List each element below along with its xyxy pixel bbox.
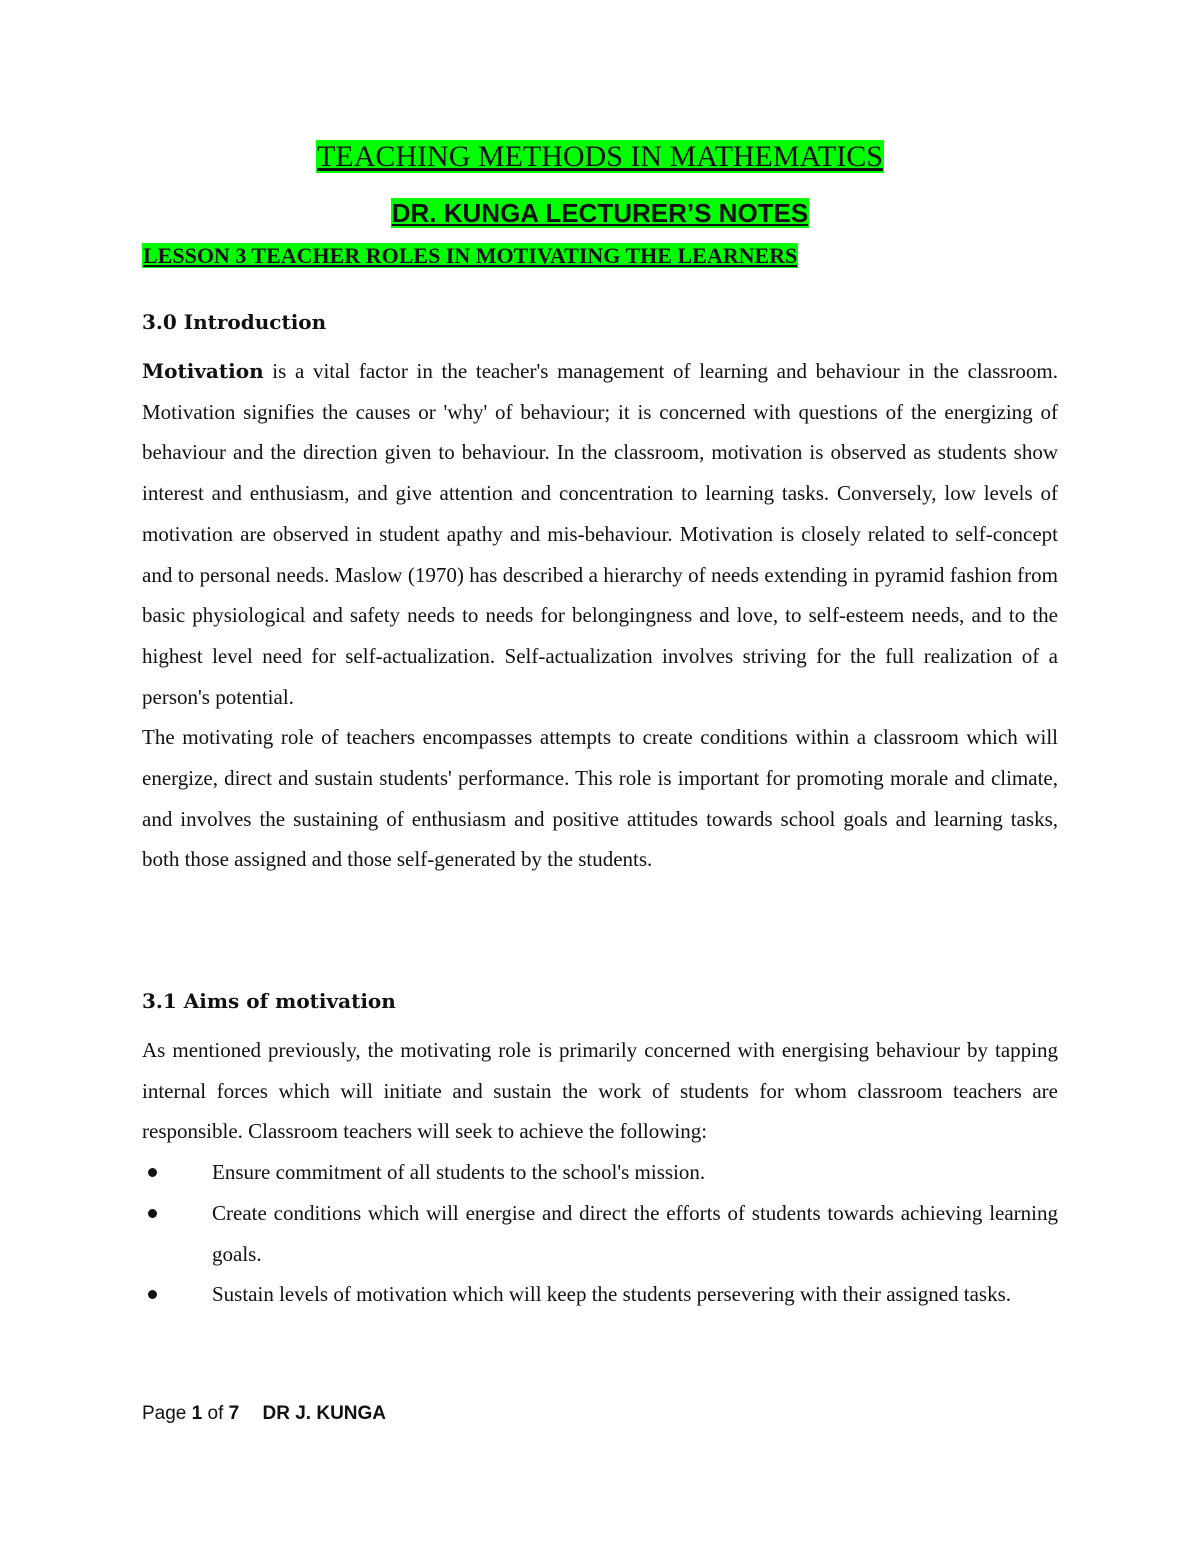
list-item <box>142 1193 1058 1274</box>
document-subtitle <box>0 198 1200 229</box>
lesson-title <box>142 243 798 269</box>
footer-author: DR J. KUNGA <box>262 1403 387 1424</box>
introduction-paragraph-2: The motivating role of teachers encompasses attempts to create conditions within a classroom which will energize, direct and sustain students' performance. This role is important for promoting morale and climate, and involves the sustaining of enthusiasm and positive attitudes towards school goals and learning tasks, both those assigned and those self-generated by the students. <box>142 725 1058 872</box>
aims-bullet-list <box>142 1152 1058 1315</box>
list-item-text: Sustain levels of motivation which will keep the students persevering with their assigned tasks. <box>212 1282 1012 1307</box>
list-item <box>142 1152 1058 1193</box>
bullet-icon <box>148 1209 157 1218</box>
bullet-icon <box>148 1168 157 1177</box>
introduction-paragraph-1 <box>142 351 1058 717</box>
introduction-section <box>142 351 1058 880</box>
document-subtitle-text: DR. KUNGA LECTURER’S NOTES <box>391 198 809 228</box>
page-footer <box>142 1403 386 1425</box>
motivation-lead-word: Motivation <box>142 359 264 383</box>
footer-of-word: of <box>207 1403 224 1424</box>
bullet-icon <box>148 1290 157 1299</box>
list-item <box>142 1274 1058 1315</box>
introduction-paragraph-1-text: is a vital factor in the teacher's management of learning and behaviour in the classroom. Motivation signifies the causes or 'why' of behaviour; it is concerned with questions of the energizing of behaviour and the direction given to behaviour. In the classroom, motivation is observed as students show interest and enthusiasm, and give attention and concentration to learning tasks. Conversely, low levels of motivation are observed in student apathy and mis-behaviour. Motivation is closely related to self-concept and to personal needs. Maslow (1970) has described a hierarchy of needs extending in pyramid fashion from basic physiological and safety needs to needs for belongingness and love, to self-esteem needs, and to the highest level need for self-actualization. Self-actualization involves striving for the full realization of a person's potential. <box>142 359 1058 709</box>
document-title-text: TEACHING METHODS IN MATHEMATICS <box>317 140 883 173</box>
aims-paragraph: As mentioned previously, the motivating role is primarily concerned with energising behaviour by tapping internal forces which will initiate and sustain the work of students for whom classroom teachers are responsible. Classroom teachers will seek to achieve the following: <box>142 1038 1058 1144</box>
document-title <box>0 140 1200 174</box>
list-item-text: Ensure commitment of all students to the school's mission. <box>212 1160 706 1185</box>
lesson-title-text: LESSON 3 TEACHER ROLES IN MOTIVATING THE LEARNERS <box>143 243 798 268</box>
footer-page-word: Page <box>142 1403 187 1424</box>
section-heading-aims: 3.1 Aims of motivation <box>142 989 396 1013</box>
footer-page-number: 1 <box>191 1403 203 1424</box>
aims-section <box>142 1030 1058 1315</box>
list-item-text: Create conditions which will energise and direct the efforts of students towards achieving learning goals. <box>212 1200 1058 1266</box>
section-heading-introduction: 3.0 Introduction <box>142 310 327 334</box>
footer-page-total: 7 <box>228 1403 240 1424</box>
